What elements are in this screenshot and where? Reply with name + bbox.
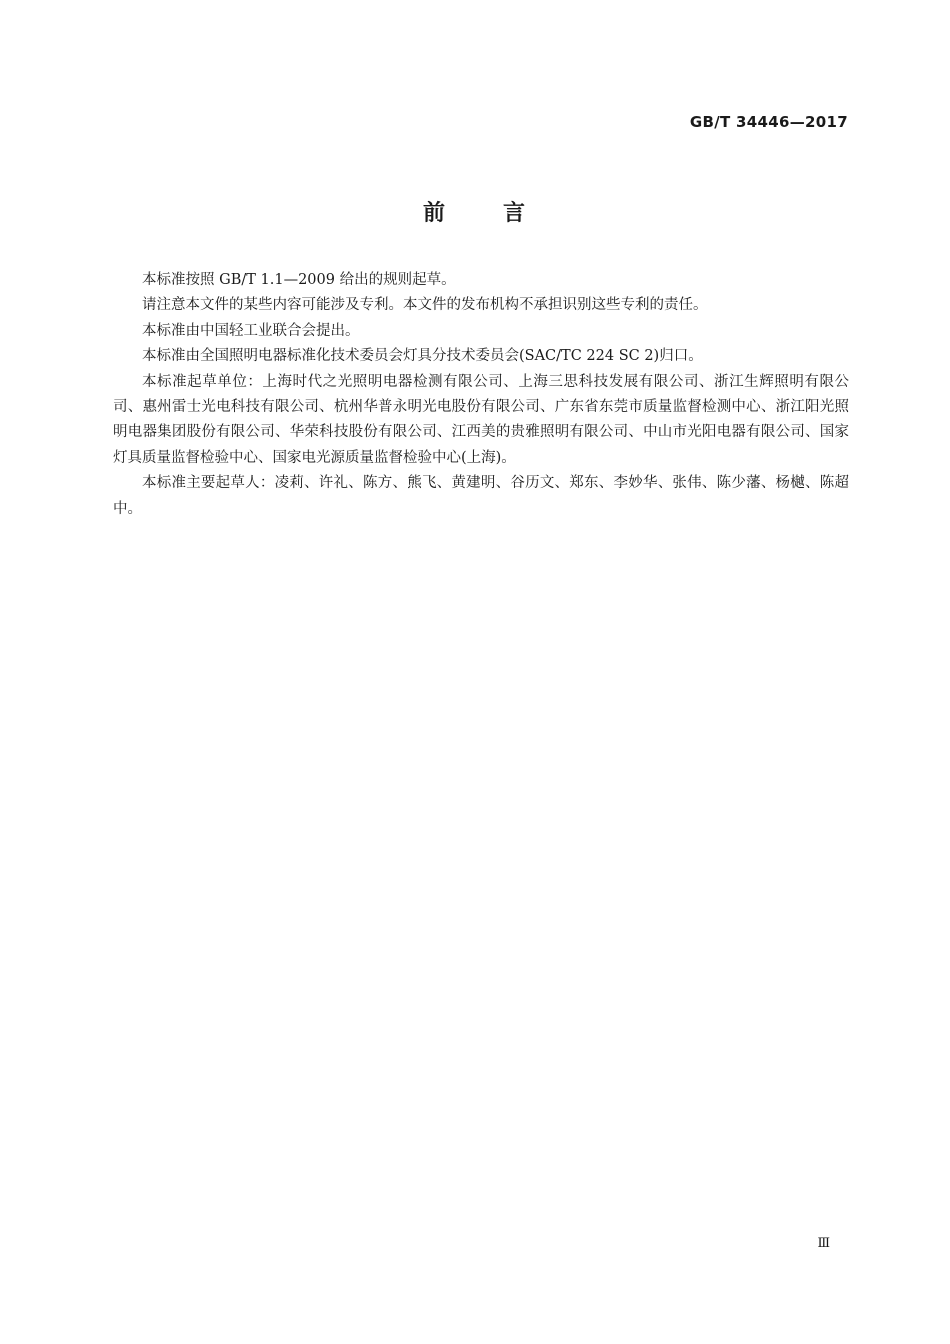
standard-code: GB/T 34446—2017 (689, 113, 848, 131)
foreword-body (113, 268, 849, 522)
paragraph-patent-notice: 请注意本文件的某些内容可能涉及专利。本文件的发布机构不承担识别这些专利的责任。 (142, 297, 708, 314)
paragraph-main-drafters: 本标准主要起草人：凌莉、许礼、陈方、熊飞、黄建明、谷历文、郑东、李妙华、张伟、陈少藩、杨樾、陈超中。 (113, 475, 849, 517)
paragraph-centralized-unit: 本标准由全国照明电器标准化技术委员会灯具分技术委员会(SAC/TC 224 SC 2)归口。 (142, 348, 703, 365)
page-number: Ⅲ (817, 1236, 830, 1251)
paragraph-proposer: 本标准由中国轻工业联合会提出。 (142, 322, 360, 339)
paragraph-drafting-rules: 本标准按照 GB/T 1.1—2009 给出的规则起草。 (142, 272, 456, 288)
title-char-1: 前 (422, 201, 447, 226)
page-title (0, 196, 950, 227)
paragraph-drafting-units: 本标准起草单位：上海时代之光照明电器检测有限公司、上海三思科技发展有限公司、浙江生辉照明有限公司、惠州雷士光电科技有限公司、杭州华普永明光电股份有限公司、广东省东莞市质量监督检测中心、浙江阳光照明电器集团股份有限公司、华荣科技股份有限公司、江西美的贵雅照明有限公司、中山市光阳电器有限公司、国家灯具质量监督检验中心、国家电光源质量监督检验中心(上海)。 (113, 373, 849, 466)
title-char-2: 言 (503, 201, 528, 226)
